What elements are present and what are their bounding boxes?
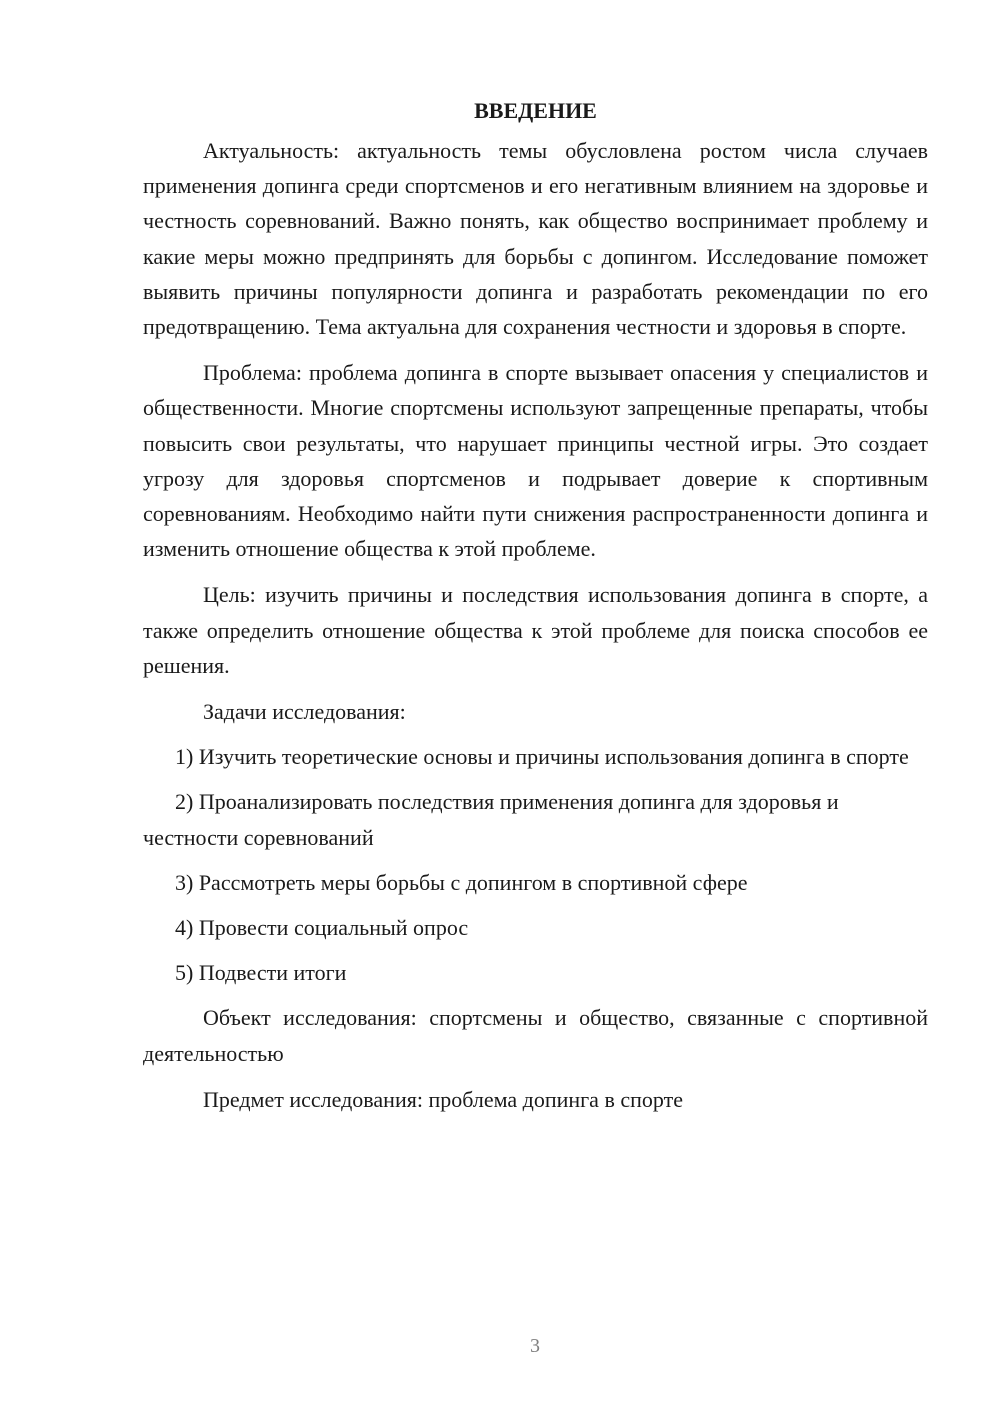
- page-number: 3: [530, 1335, 540, 1357]
- goal-paragraph: Цель: изучить причины и последствия использования допинга в спорте, а также определить отношение общества к этой проблеме для поиска способов ее решения.: [143, 582, 928, 678]
- tasks-title: Задачи исследования:: [203, 699, 406, 725]
- task-item: 5) Подвести итоги: [175, 960, 347, 986]
- page-content: [143, 95, 928, 1128]
- subject-paragraph: Предмет исследования: проблема допинга в спорте: [203, 1086, 683, 1112]
- tasks-list: [143, 739, 928, 990]
- task-item: 2) Проанализировать последствия применения допинга для здоровья и честности соревнований: [143, 789, 839, 850]
- section-heading: ВВЕДЕНИЕ: [474, 98, 597, 123]
- task-item: 1) Изучить теоретические основы и причины использования допинга в спорте: [175, 744, 909, 770]
- relevance-paragraph: Актуальность: актуальность темы обусловлена ростом числа случаев применения допинга среди спортсменов и его негативным влиянием на здоровье и честность соревнований. Важно понять, как общество воспринимает проблему и какие меры можно предпринять для борьбы с допингом. Исследование поможет выявить причины популярности допинга и разработать рекомендации по его предотвращению. Тема актуальна для сохранения честности и здоровья в спорте.: [143, 138, 928, 340]
- task-item: 3) Рассмотреть меры борьбы с допингом в спортивной сфере: [175, 869, 748, 895]
- task-item: 4) Провести социальный опрос: [175, 915, 469, 941]
- object-paragraph: Объект исследования: спортсмены и общество, связанные с спортивной деятельностью: [143, 1005, 928, 1066]
- problem-paragraph: Проблема: проблема допинга в спорте вызывает опасения у специалистов и общественности. Многие спортсмены используют запрещенные препараты, чтобы повысить свои результаты, что нарушает принципы честной игры. Это создает угрозу для здоровья спортсменов и подрывает доверие к спортивным соревнованиям. Необходимо найти пути снижения распространенности допинга и изменить отношение общества к этой проблеме.: [143, 360, 928, 562]
